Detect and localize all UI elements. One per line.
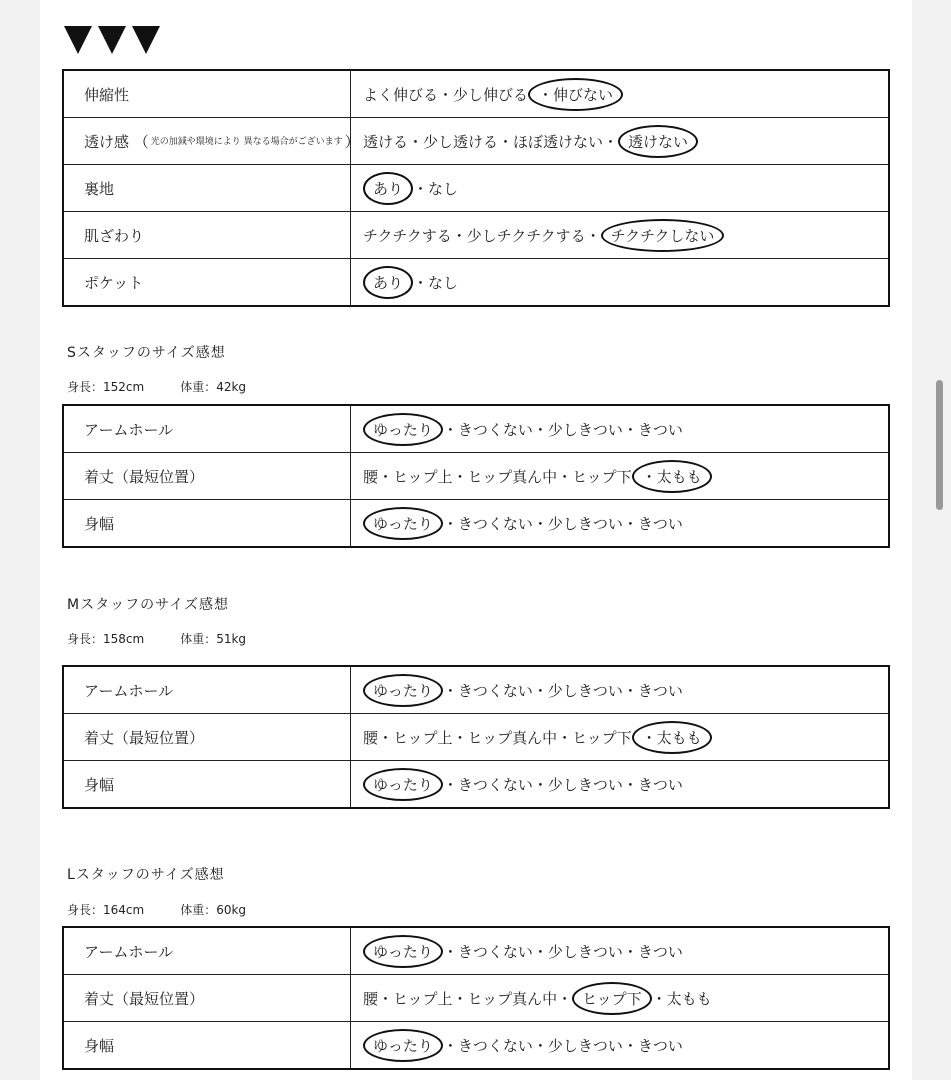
row-value [351, 666, 890, 714]
row-label [63, 927, 351, 975]
row-value [351, 927, 890, 975]
circled-option: 透けない [618, 125, 698, 158]
circled-option: ゆったり [363, 674, 443, 707]
option-text: 腰・ヒップ上・ヒップ真ん中・ [363, 989, 573, 1008]
circled-option: チクチクしない [601, 219, 725, 252]
table-row [63, 714, 889, 761]
row-label-text: 着丈（最短位置） [84, 728, 205, 747]
staff-m-measurements [67, 630, 246, 647]
row-label [63, 714, 351, 761]
row-label [63, 761, 351, 809]
row-label-text: 着丈（最短位置） [84, 989, 205, 1008]
row-note: 光の加減や環境により 異なる場合がございます [150, 137, 343, 147]
option-text: ・きつくない・少しきつい・きつい [442, 681, 683, 700]
row-label-text: ポケット [84, 273, 144, 292]
table-row [63, 500, 889, 548]
circled-option: ゆったり [363, 1029, 443, 1062]
option-text: ・きつくない・少しきつい・きつい [442, 514, 683, 533]
down-triangle-icon [64, 26, 92, 54]
option-text: 腰・ヒップ上・ヒップ真ん中・ヒップ下 [363, 728, 632, 747]
row-label-text: 身幅 [84, 1036, 115, 1055]
weight-text: 体重：42kg [180, 380, 247, 394]
table-row [63, 761, 889, 809]
row-value [351, 405, 890, 453]
option-text: ・きつくない・少しきつい・きつい [442, 942, 683, 961]
row-label-text: アームホール [84, 681, 174, 700]
staff-l-size-table [62, 926, 890, 1070]
table-row [63, 453, 889, 500]
row-label [63, 259, 351, 307]
triangle-marks [64, 26, 160, 54]
section-title-l: Lスタッフのサイズ感想 [67, 867, 225, 883]
table-row [63, 118, 889, 165]
row-label-text: 透け感 [84, 132, 130, 151]
row-value [351, 761, 890, 809]
option-text: 腰・ヒップ上・ヒップ真ん中・ヒップ下 [363, 467, 632, 486]
row-label [63, 500, 351, 548]
row-label [63, 405, 351, 453]
option-text: ・きつくない・少しきつい・きつい [442, 420, 683, 439]
row-value [351, 975, 890, 1022]
row-label-text: 伸縮性 [84, 85, 130, 104]
staff-s-size-table [62, 404, 890, 548]
row-label [63, 212, 351, 259]
option-text: ・きつくない・少しきつい・きつい [442, 775, 683, 794]
table-row [63, 1022, 889, 1070]
row-label-text: アームホール [84, 420, 174, 439]
table-row [63, 212, 889, 259]
row-value [351, 453, 890, 500]
circled-option: ゆったり [363, 935, 443, 968]
circled-option: ・太もも [632, 721, 712, 754]
row-value [351, 70, 890, 118]
option-text: 透ける・少し透ける・ほぼ透けない・ [363, 132, 619, 151]
down-triangle-icon [98, 26, 126, 54]
circled-option: ・伸びない [528, 78, 623, 111]
option-text: ・なし [413, 273, 459, 292]
table-row [63, 927, 889, 975]
circled-option: ヒップ下 [572, 982, 652, 1015]
row-value [351, 118, 890, 165]
row-value [351, 259, 890, 307]
height-text: 身長：158cm [67, 632, 145, 646]
table-row [63, 70, 889, 118]
circled-option: ゆったり [363, 413, 443, 446]
circled-option: ゆったり [363, 507, 443, 540]
circled-option: あり [363, 172, 413, 205]
table-row [63, 666, 889, 714]
option-text: ・太もも [651, 989, 712, 1008]
row-label [63, 165, 351, 212]
row-label [63, 975, 351, 1022]
height-text: 身長：164cm [67, 903, 145, 917]
section-title-s: Sスタッフのサイズ感想 [67, 345, 226, 361]
row-label-text: 身幅 [84, 514, 115, 533]
height-text: 身長：152cm [67, 380, 145, 394]
section-title-m: Mスタッフのサイズ感想 [67, 597, 229, 613]
row-label-text: 着丈（最短位置） [84, 467, 205, 486]
row-label: 透け感 （ 光の加減や環境により 異なる場合がございます ） [63, 118, 351, 165]
row-label-text: 身幅 [84, 775, 115, 794]
weight-text: 体重：51kg [180, 632, 247, 646]
circled-option: あり [363, 266, 413, 299]
row-value [351, 500, 890, 548]
row-label [63, 70, 351, 118]
down-triangle-icon [132, 26, 160, 54]
circled-option: ・太もも [632, 460, 712, 493]
table-row [63, 259, 889, 307]
staff-l-measurements [67, 901, 246, 918]
option-text: よく伸びる・少し伸びる [363, 85, 529, 104]
circled-option: ゆったり [363, 768, 443, 801]
table-row [63, 405, 889, 453]
row-label-text: 裏地 [84, 179, 115, 198]
option-text: ・きつくない・少しきつい・きつい [442, 1036, 683, 1055]
row-value [351, 165, 890, 212]
scrollbar[interactable] [936, 380, 943, 510]
row-label-text: 肌ざわり [84, 226, 145, 245]
fabric-spec-table [62, 69, 890, 307]
table-row [63, 975, 889, 1022]
row-value [351, 212, 890, 259]
staff-s-measurements [67, 378, 246, 395]
row-label [63, 453, 351, 500]
weight-text: 体重：60kg [180, 903, 247, 917]
row-label [63, 1022, 351, 1070]
staff-m-size-table [62, 665, 890, 809]
table-row [63, 165, 889, 212]
row-value [351, 714, 890, 761]
option-text: チクチクする・少しチクチクする・ [363, 226, 601, 245]
row-value [351, 1022, 890, 1070]
option-text: ・なし [413, 179, 459, 198]
row-label-text: アームホール [84, 942, 174, 961]
row-label [63, 666, 351, 714]
